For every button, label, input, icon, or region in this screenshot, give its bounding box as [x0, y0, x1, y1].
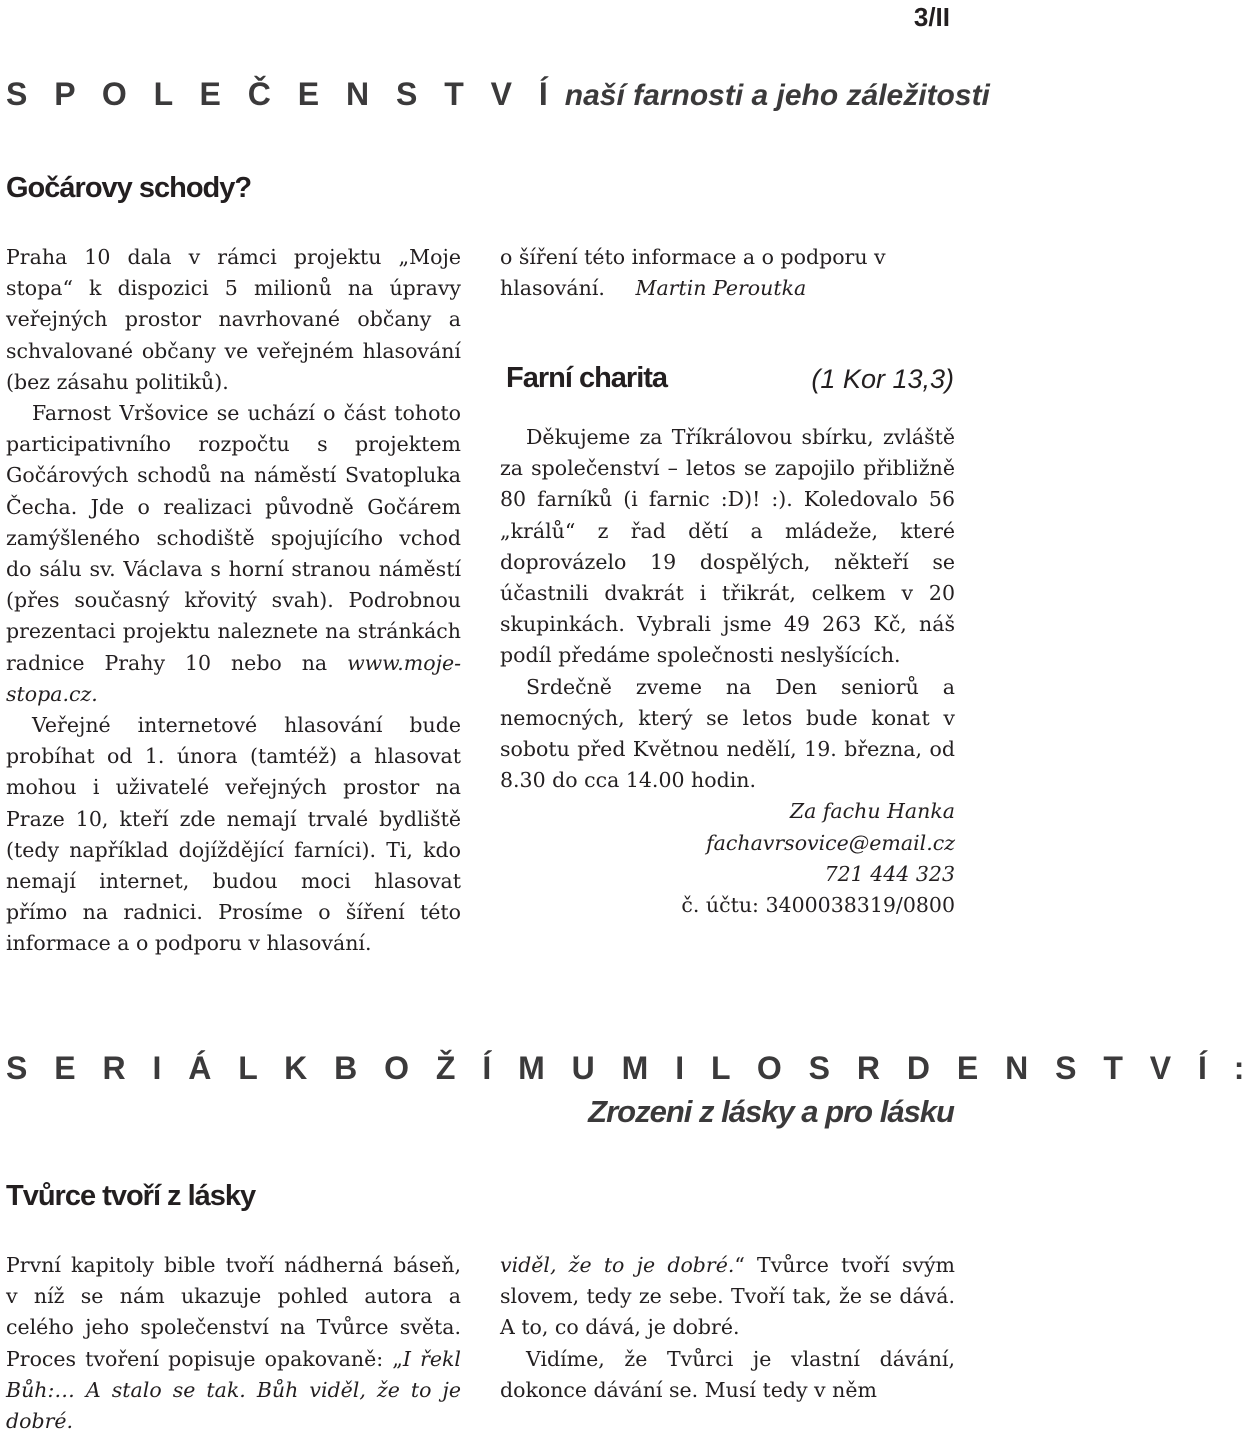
serial-heading — [6, 1050, 1253, 1087]
article2-p1-end: “ Tvůrce tvoří svým slovem, tedy ze sebe. Tvoří tak, že se dává. A to, co dává, je dobré. — [500, 1253, 955, 1340]
article1-continuation-end: o šíření této informace a o podporu v hlasování. — [500, 245, 886, 301]
article1-continuation — [500, 242, 955, 305]
article1-paragraph-3: Veřejné internetové hlasování bude probíhat od 1. února (tamtéž) a hlasovat mohou i uživatelé veřejných prostor na Praze 10, kteří zde nemají trvalé bydliště (tedy například dojíždějící farníci). Ti, kdo nemají internet, budou moci hlasovat přímo na radnici. Prosíme o šíření této informace a o podporu v hlasování. — [6, 713, 461, 956]
section-heading — [6, 76, 990, 113]
serial-subtitle: Zrozeni z lásky a pro lásku — [588, 1094, 954, 1129]
charita-paragraph-2: Srdečně zveme na Den seniorů a nemocných, který se letos bude konat v sobotu před Květnou nedělí, 19. března, od 8.30 do cca 14.00 hodin. — [500, 674, 955, 793]
article1-author: Martin Peroutka — [635, 276, 807, 301]
article2-p1-start: První kapitoly bible tvoří nádherná báseň, v níž se nám ukazuje pohled autora a celého jeho společenství na Tvůrce světa. Proces tvoření popisuje opakovaně: „ — [6, 1253, 461, 1371]
article2-quote-end: viděl, že to je dobré. — [500, 1253, 735, 1277]
charita-phone: 721 444 323 — [824, 861, 955, 886]
charita-email[interactable]: fachavrsovice@email.cz — [706, 830, 955, 855]
article1-paragraph-2-text: Farnost Vršovice se uchází o část tohoto participativního rozpočtu s projektem Gočárových schodů na náměstí Svatopluka Čecha. Jde o realizaci původně Gočárem zamýšleného schodiště spojujícího vchod do sálu sv. Václava s horní stranou náměstí (přes současný křovitý svah). Podrobnou prezentaci projektu naleznete na stránkách radnice Prahy 10 nebo na — [6, 401, 461, 675]
article2-left-column — [6, 1250, 461, 1434]
charita-paragraph-1: Děkujeme za Tříkrálovou sbírku, zvláště za společenství – letos se zapojilo přibližně 80 farníků (i farnic :D)! :). Koledovalo 56 „králů“ z řad dětí a mládeže, které doprovázelo 19 dospělých, někteří se účastnili dvakrát i třikrát, celkem v 20 skupinkách. Vybrali jsme 49 263 Kč, náš podíl předáme společnosti neslyšících. — [500, 425, 955, 668]
charita-column — [500, 422, 955, 921]
page-number: 3/II — [913, 2, 950, 32]
article1-continuation-text — [500, 242, 955, 304]
charita-heading: Farní charita — [506, 362, 668, 394]
article-heading-tvurce: Tvůrce tvoří z lásky — [6, 1180, 256, 1212]
charita-bible-reference: (1 Kor 13,3) — [811, 364, 954, 394]
article2-p1-quote: I řekl Bůh:… A stalo se tak. Bůh viděl, že to je dobré. — [6, 1346, 461, 1434]
section-subtitle: naší farnosti a jeho záležitosti — [564, 79, 990, 112]
article2-paragraph-1 — [6, 1250, 461, 1437]
moje-stopa-link[interactable]: www.moje-stopa.cz. — [6, 650, 461, 706]
article1-left-column — [6, 242, 461, 956]
charita-signature: Za fachu Hanka — [789, 799, 955, 824]
article1-paragraph-2 — [6, 398, 461, 710]
article1-paragraph-1: Praha 10 dala v rámci projektu „Moje stopa“ k dispozici 5 milionů na úpravy veřejných prostor navrhované občany a schvalované občany ve veřejném hlasování (bez zásahu politiků). — [6, 245, 461, 394]
article2-continuation — [500, 1250, 955, 1344]
section-title: S P O L E Č E N S T V Í — [6, 76, 557, 112]
article2-paragraph-2: Vidíme, že Tvůrci je vlastní dávání, dokonce dávání se. Musí tedy v něm — [500, 1346, 955, 1402]
article-heading-gocarovy-schody: Gočárovy schody? — [6, 172, 252, 204]
charita-account: č. účtu: 3400038319/0800 — [681, 893, 955, 918]
article2-right-column — [500, 1250, 955, 1406]
serial-title: S E R I Á L K B O Ž Í M U M I L O S R D E N S T V Í : — [6, 1050, 1253, 1086]
